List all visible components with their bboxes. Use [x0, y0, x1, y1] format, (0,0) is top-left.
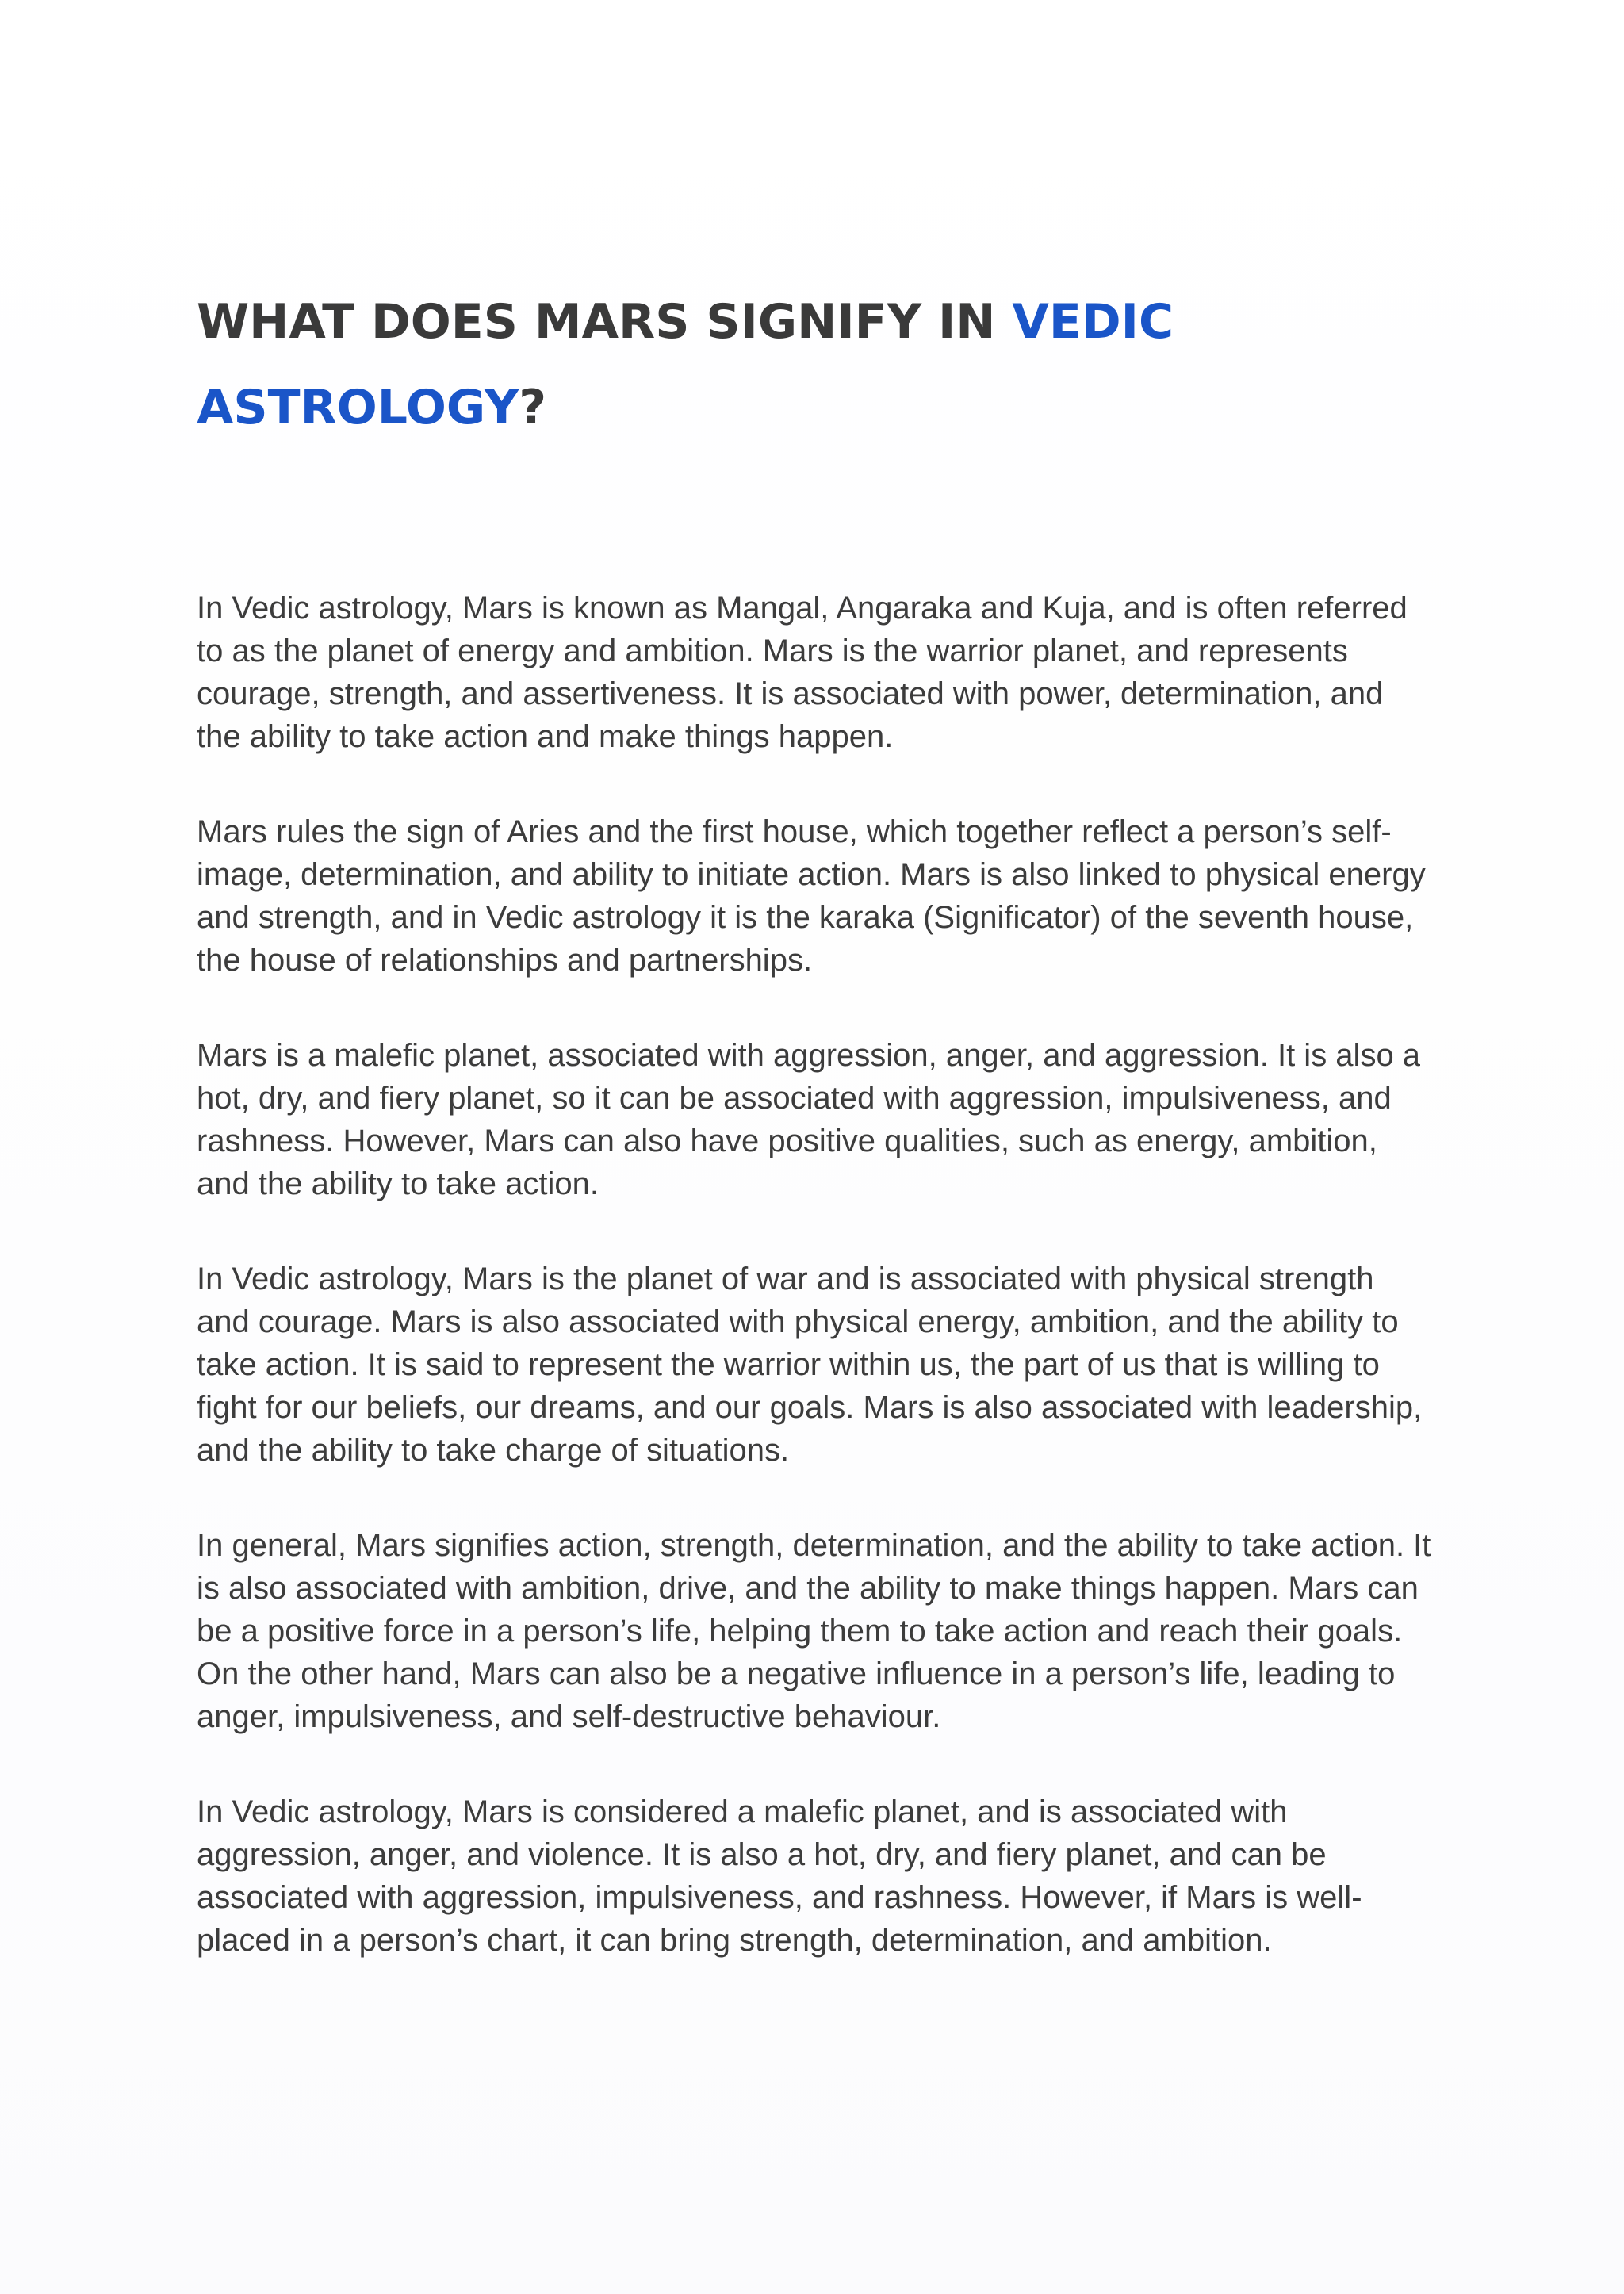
paragraph-5: In general, Mars signifies action, strength, determination, and the ability to take action. It is also associated with ambition, drive, and the ability to make things happen. Mars can be a positive force in a person’s life, helping them to take action and reach their goals. On the other hand, Mars can also be a negative influence in a person’s life, leading to anger, impulsiveness, and self-destructive behaviour. [197, 1528, 1431, 1734]
title-text: WHAT DOES MARS SIGNIFY IN [197, 294, 1013, 350]
paragraph-3: Mars is a malefic planet, associated with aggression, anger, and aggression. It is also a hot, dry, and fiery planet, so it can be associated with aggression, impulsiveness, and rashness. However, Mars can also have positive qualities, such as energy, ambition, and the ability to take action. [197, 1038, 1421, 1201]
title-accent-vedic: VEDIC [1012, 294, 1174, 350]
article-body [197, 587, 1434, 2014]
title-question-mark: ? [519, 380, 547, 435]
paragraph-2: Mars rules the sign of Aries and the first house, which together reflect a person’s self-image, determination, and ability to initiate action. Mars is also linked to physical energy and strength, and in Vedic astrology it is the karaka (Significator) of the seventh house, the house of relationships and partnerships. [197, 814, 1426, 978]
paragraph-1: In Vedic astrology, Mars is known as Mangal, Angaraka and Kuja, and is often referred to as the planet of energy and ambition. Mars is the warrior planet, and represents courage, strength, and assertiveness. It is associated with power, determination, and the ability to take action and make things happen. [197, 591, 1408, 754]
title-accent-astrology: ASTROLOGY [197, 380, 519, 435]
paragraph-4: In Vedic astrology, Mars is the planet of war and is associated with physical strength and courage. Mars is also associated with physical energy, ambition, and the ability to take action. It is said to represent the warrior within us, the part of us that is willing to fight for our beliefs, our dreams, and our goals. Mars is also associated with leadership, and the ability to take charge of situations. [197, 1262, 1423, 1468]
paragraph-6: In Vedic astrology, Mars is considered a malefic planet, and is associated with aggression, anger, and violence. It is also a hot, dry, and fiery planet, and can be associated with aggression, impulsiveness, and rashness. However, if Mars is well-placed in a person’s chart, it can bring strength, determination, and ambition. [197, 1794, 1362, 1958]
page-title [197, 279, 1434, 450]
